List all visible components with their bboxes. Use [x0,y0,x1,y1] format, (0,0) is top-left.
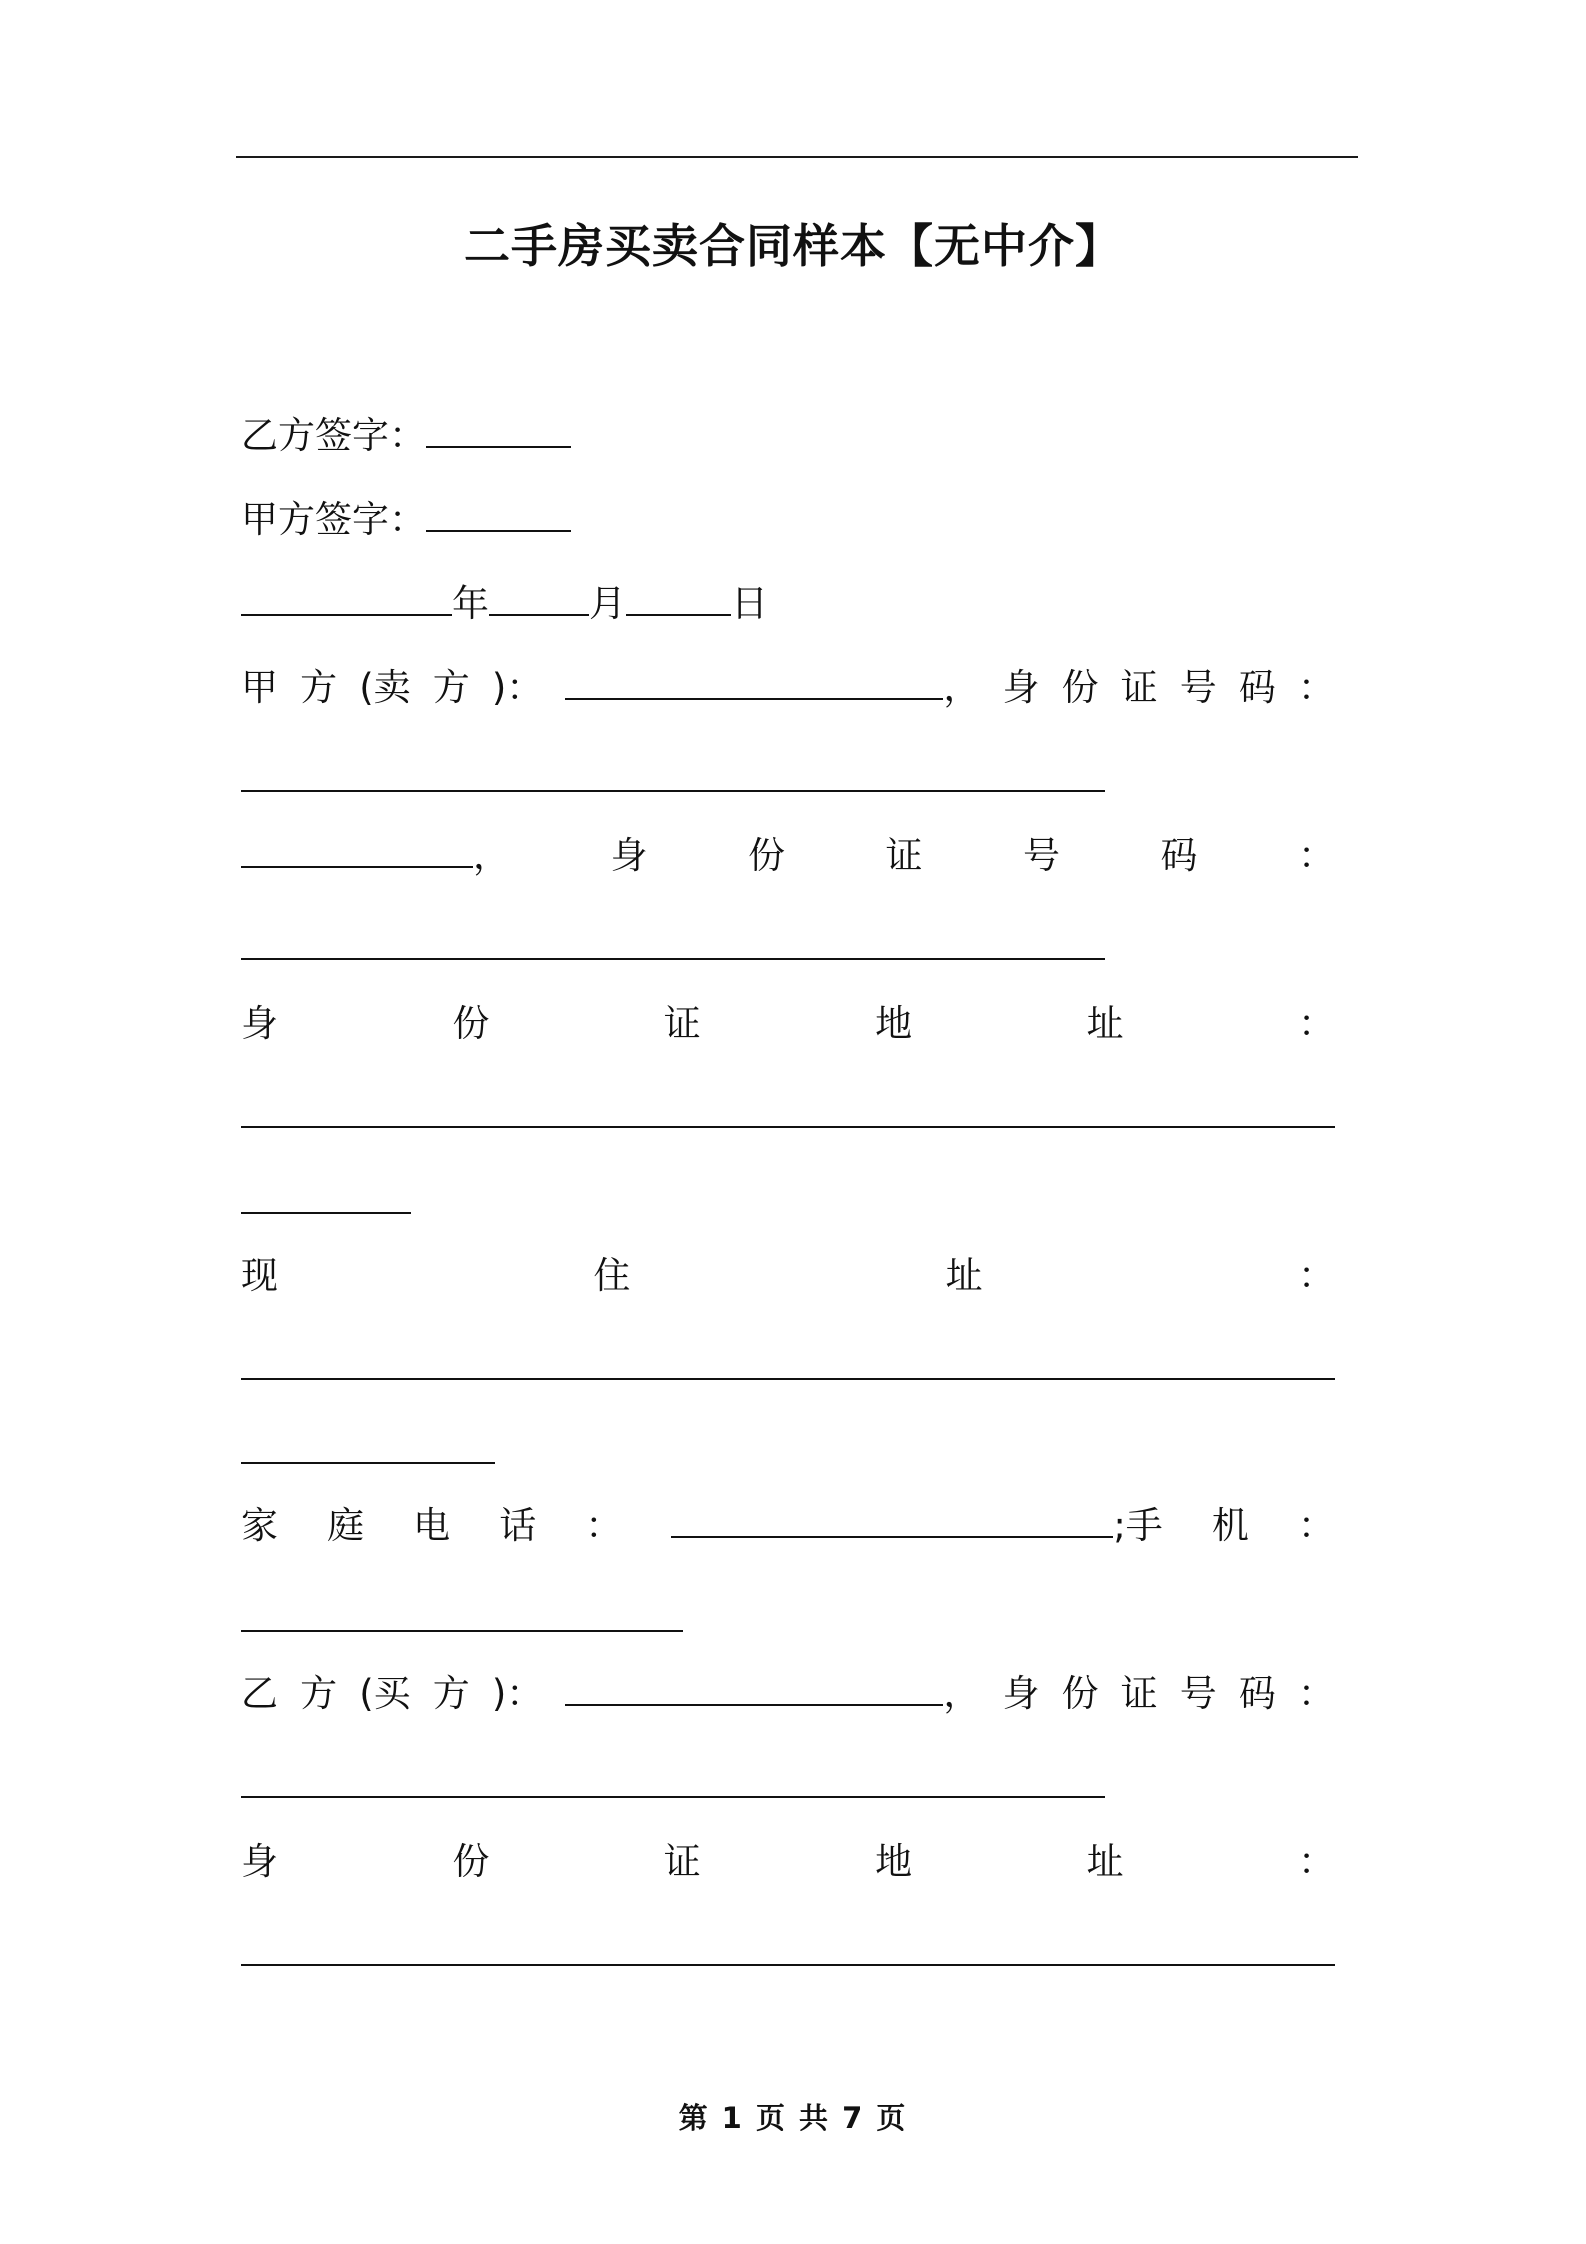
buyer-id-address-char: 地 [875,1840,913,1883]
party-b-signature-blank[interactable] [426,412,571,448]
seller-current-address-blank[interactable] [241,1378,1335,1380]
month-blank[interactable] [489,580,589,616]
party-a-signature-label: 甲方签字： [241,498,426,541]
second-id-char: 身 [610,834,648,877]
buyer-label-char: 方 [300,1672,338,1715]
seller-label-char: 方 [432,666,470,709]
buyer-id-address-char: 份 [452,1840,490,1883]
second-id-char: 份 [748,834,785,877]
seller-id-char: 码 [1238,666,1276,709]
mobile-blank[interactable] [241,1630,683,1632]
year-blank[interactable] [241,580,452,616]
buyer-id-address-char: 址 [1086,1840,1124,1883]
seller-id-char: 份 [1061,666,1099,709]
mobile-suffix: 机 [1211,1504,1249,1547]
seller-id-char: ： [1297,666,1335,709]
page-number: 第 1 页 共 7 页 [678,2101,908,2135]
seller-id-number-blank[interactable] [241,790,1105,792]
party-b-signature-label: 乙方签字： [241,414,426,457]
phone-char: 电 [413,1504,451,1547]
day-blank[interactable] [626,580,731,616]
buyer-id-char: 身 [1002,1672,1040,1715]
seller-id-address-blank[interactable] [241,1126,1335,1128]
date-line [241,580,768,628]
seller-label-char: (卖 [359,666,411,709]
second-id-line [241,832,1335,880]
buyer-name-segment [565,1670,980,1718]
buyer-id-char: 号 [1179,1672,1217,1715]
seller-name-blank[interactable] [565,664,943,700]
current-address-char: ： [1297,1254,1335,1297]
second-id-number-blank[interactable] [241,958,1105,960]
party-b-signature-line [241,412,571,460]
seller-phone-line [241,1502,1335,1550]
second-id-char: ： [1298,834,1335,877]
header-rule [236,156,1358,158]
party-a-signature-line [241,496,571,544]
home-phone-blank[interactable] [671,1502,1113,1538]
seller-id-address-char: ： [1297,1002,1335,1045]
phone-char: ： [585,1504,623,1547]
party-a-signature-blank[interactable] [426,496,571,532]
seller-current-address-line [241,1252,1335,1300]
seller-label-char: 方 [300,666,338,709]
seller-id-address-char: 身 [241,1002,278,1045]
buyer-id-char: 份 [1061,1672,1099,1715]
buyer-id-address-char: ： [1297,1840,1335,1883]
document-title: 二手房买卖合同样本【无中介】 [464,219,1122,273]
seller-id-address-char: 地 [875,1002,913,1045]
second-comma: ， [473,834,510,877]
seller-comma: ， [943,666,981,709]
seller-line [241,664,1335,712]
buyer-id-address-char: 证 [663,1840,701,1883]
buyer-id-address-char: 身 [241,1840,278,1883]
current-address-char: 住 [593,1254,631,1297]
seller-label-char: )： [491,666,544,709]
year-label: 年 [452,582,489,625]
buyer-id-address-blank[interactable] [241,1964,1335,1966]
seller-id-char: 证 [1120,666,1158,709]
seller-id-char: 号 [1179,666,1217,709]
buyer-label-char: 乙 [241,1672,278,1715]
phone-char: 家 [241,1504,278,1547]
buyer-id-char: ： [1297,1672,1335,1715]
month-label: 月 [589,582,626,625]
buyer-id-address-line [241,1838,1335,1886]
buyer-id-number-blank[interactable] [241,1796,1105,1798]
second-name-segment [241,832,510,880]
buyer-name-blank[interactable] [565,1670,943,1706]
second-id-char: 号 [1023,834,1060,877]
seller-id-address-char: 址 [1086,1002,1124,1045]
second-id-char: 证 [885,834,923,877]
seller-id-address-line [241,1000,1335,1048]
phone-char: 庭 [327,1504,365,1547]
buyer-comma: ， [943,1672,981,1715]
second-id-char: 码 [1160,834,1198,877]
seller-name-segment [565,664,980,712]
buyer-label-char: 方 [432,1672,470,1715]
home-phone-segment [671,1502,1162,1550]
seller-id-address-char: 份 [452,1002,490,1045]
seller-label-char: 甲 [241,666,278,709]
phone-char: 话 [499,1504,537,1547]
current-address-char: 现 [241,1254,278,1297]
mobile-colon: ： [1297,1504,1335,1547]
buyer-label-char: (买 [359,1672,411,1715]
seller-id-address-blank-continued[interactable] [241,1212,411,1214]
second-name-blank[interactable] [241,832,473,868]
buyer-label-char: )： [491,1672,544,1715]
buyer-line [241,1670,1335,1718]
mobile-prefix: ;手 [1113,1504,1163,1547]
buyer-id-char: 证 [1120,1672,1158,1715]
seller-id-char: 身 [1002,666,1040,709]
seller-id-address-char: 证 [663,1002,701,1045]
buyer-id-char: 码 [1238,1672,1276,1715]
day-label: 日 [731,582,768,625]
current-address-char: 址 [945,1254,983,1297]
seller-current-address-blank-continued[interactable] [241,1462,495,1464]
